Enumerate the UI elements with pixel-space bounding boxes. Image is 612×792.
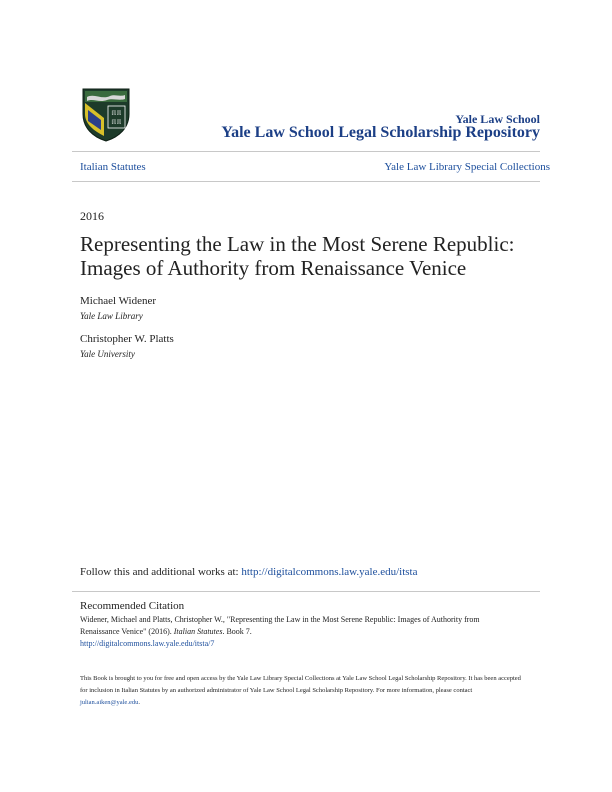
footer-divider — [72, 591, 540, 592]
author-affiliation: Yale Law Library — [80, 311, 143, 321]
svg-text:ℿℿ: ℿℿ — [111, 119, 122, 126]
nav-divider — [72, 181, 540, 182]
author-name: Christopher W. Platts — [80, 333, 174, 345]
citation-body: Widener, Michael and Platts, Christopher W., "Representing the Law in the Most Serene Republic: Images of Authority from Renaissance Venice" (2016). — [80, 615, 480, 636]
recommended-citation-heading: Recommended Citation — [80, 600, 185, 612]
access-notice — [80, 673, 525, 709]
follow-url-link[interactable]: http://digitalcommons.law.yale.edu/itsta — [241, 566, 418, 578]
follow-text: Follow this and additional works at: — [80, 566, 239, 578]
svg-text:ℿℿ: ℿℿ — [111, 110, 122, 117]
citation-url-link[interactable]: http://digitalcommons.law.yale.edu/itsta/7 — [80, 639, 215, 648]
author-affiliation: Yale University — [80, 349, 135, 359]
document-title: Representing the Law in the Most Serene Republic: Images of Authority from Renaissance Venice — [80, 232, 515, 280]
collection-link-italian-statutes[interactable]: Italian Statutes — [80, 161, 146, 173]
yale-law-shield-icon — [82, 88, 130, 142]
citation-book: . Book 7. — [222, 627, 252, 636]
publication-year: 2016 — [80, 209, 104, 223]
author-name: Michael Widener — [80, 295, 157, 307]
follow-line — [80, 566, 418, 578]
contact-email-link[interactable]: julian.aiken@yale.edu — [80, 699, 139, 706]
notice-text: This Book is brought to you for free and open access by the Yale Law Library Special Collections at Yale Law School Legal Scholarship Repository. It has been accepted for inclusion in Italian Statutes by an authorized administrator of Yale Law School Legal Scholarship Repository. For more information, please contact — [80, 675, 521, 694]
institution-name: Yale Law School — [455, 112, 540, 126]
repository-title[interactable]: Yale Law School Legal Scholarship Repository — [221, 124, 540, 141]
collection-link-special-collections[interactable]: Yale Law Library Special Collections — [384, 161, 550, 173]
citation-text — [80, 614, 520, 650]
header-divider — [72, 151, 540, 152]
notice-end: . — [138, 699, 140, 706]
citation-series: Italian Statutes — [173, 627, 223, 636]
